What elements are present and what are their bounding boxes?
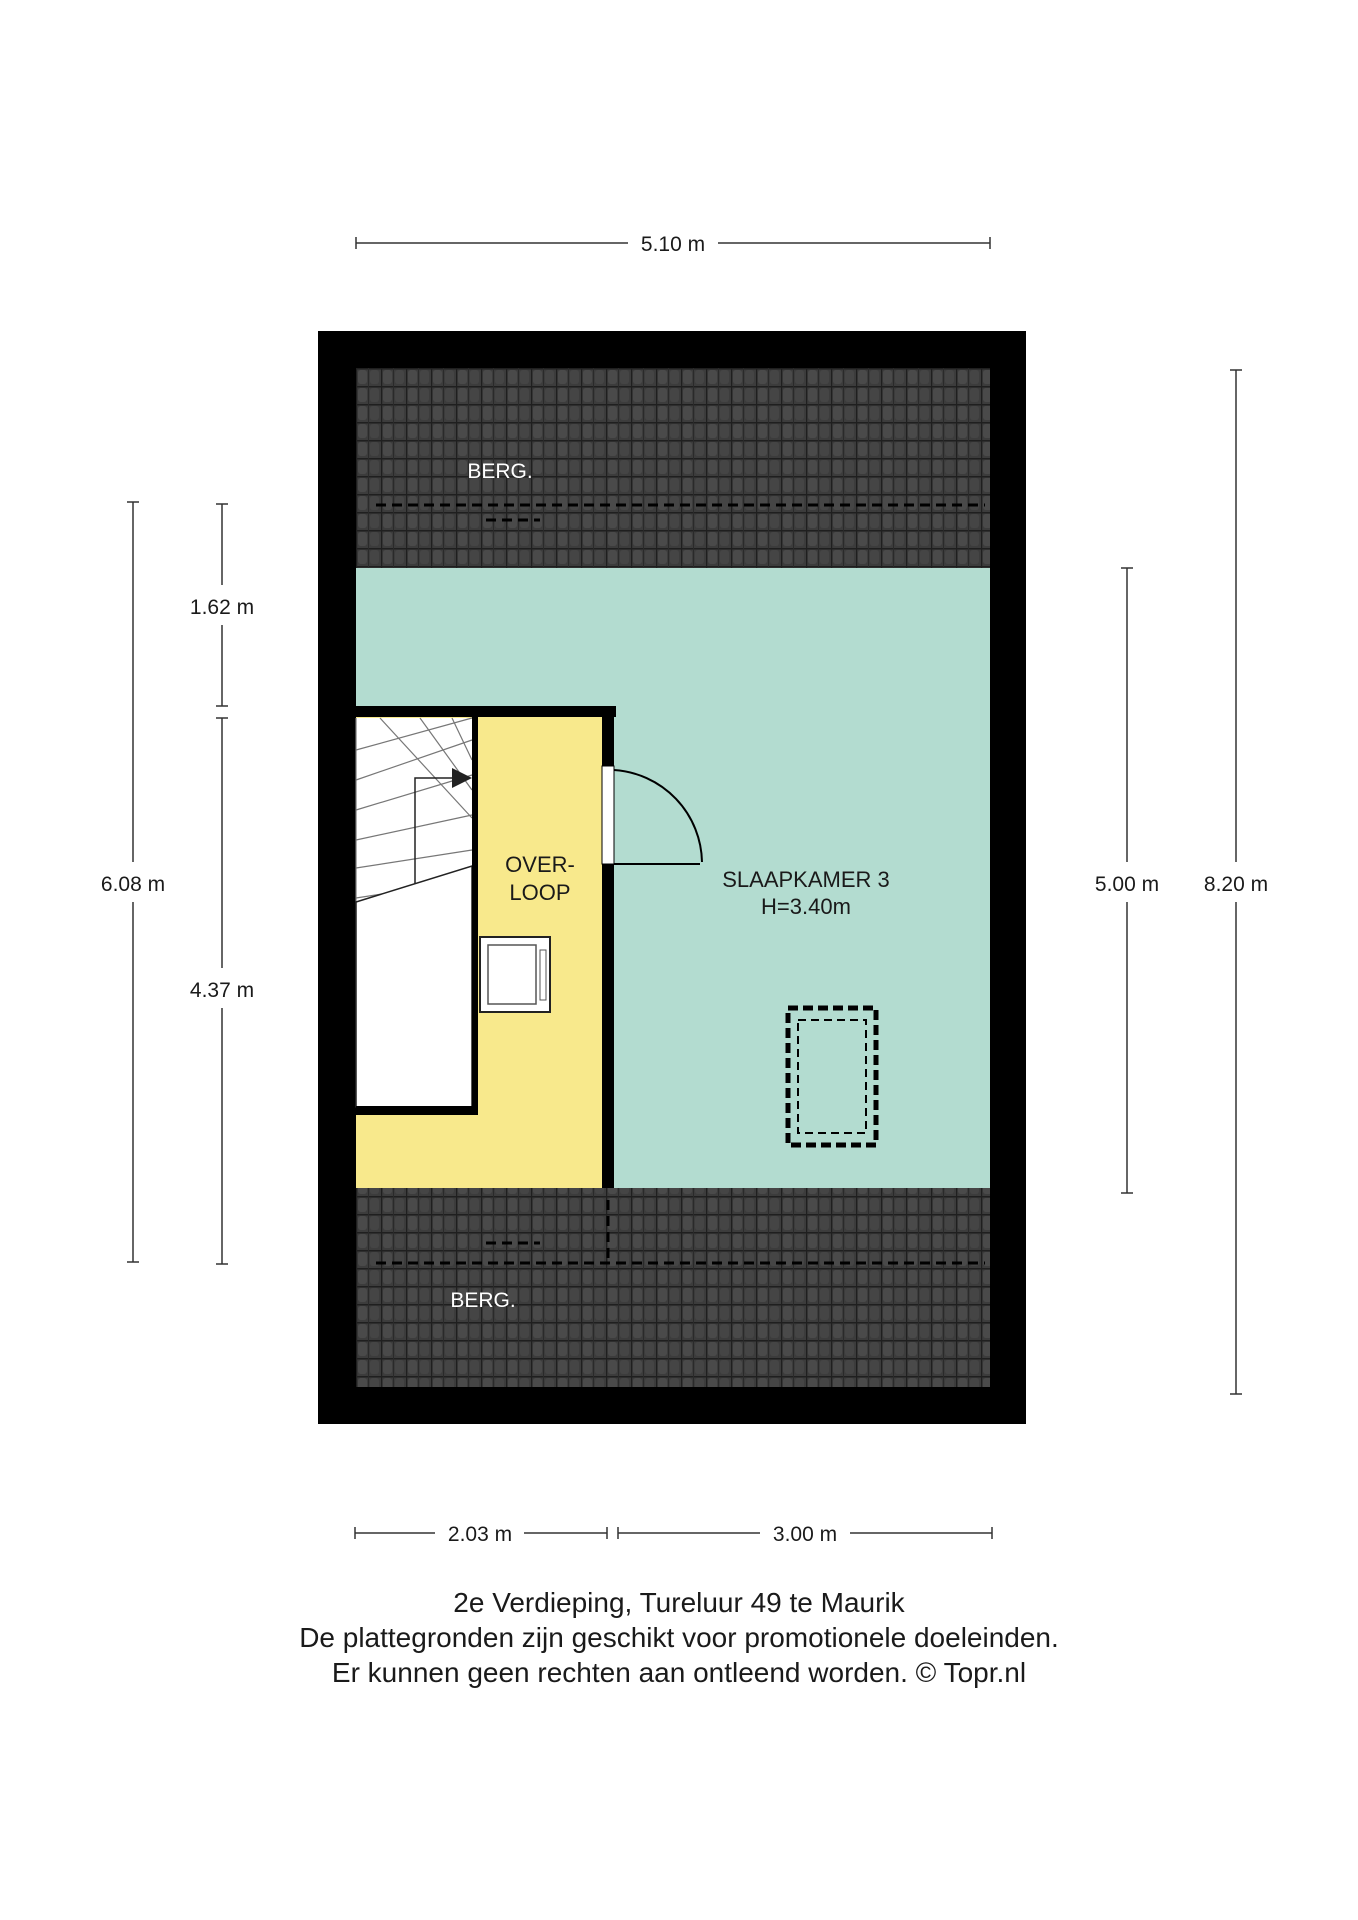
wall-stair-right: [472, 717, 478, 1113]
dimension-label: 5.10 m: [640, 233, 706, 256]
wall-landing-top: [356, 706, 616, 717]
room-label-storage-bottom: BERG.: [450, 1289, 516, 1312]
dimension-label: 5.00 m: [1094, 873, 1160, 896]
storage-bottom: [356, 1188, 990, 1387]
dimension-top-width: [356, 233, 990, 256]
room-label-storage-top: BERG.: [467, 460, 533, 483]
room-label-landing-line1: OVER-: [505, 852, 575, 877]
dimension-label: 3.00 m: [772, 1523, 838, 1546]
wall-stair-bottom: [356, 1106, 478, 1115]
dimension-label: 1.62 m: [189, 596, 255, 619]
dimension-label: 8.20 m: [1203, 873, 1269, 896]
caption-disclaimer-1: De plattegronden zijn geschikt voor promotionele doeleinden.: [299, 1622, 1059, 1653]
dimension-label: 2.03 m: [447, 1523, 513, 1546]
dimension-label: 6.08 m: [100, 873, 166, 896]
washing-machine-icon: [480, 937, 550, 1012]
stair-ramp: [356, 866, 472, 1107]
door-opening: [602, 766, 614, 864]
room-label-bedroom: SLAAPKAMER 3: [722, 867, 890, 892]
room-label-bedroom-height: H=3.40m: [761, 894, 851, 919]
caption-title: 2e Verdieping, Tureluur 49 te Maurik: [453, 1587, 905, 1618]
plan-caption: [0, 1585, 1358, 1690]
caption-disclaimer-2: Er kunnen geen rechten aan ontleend worden. © Topr.nl: [331, 1657, 1027, 1688]
room-label-landing-line2: LOOP: [509, 880, 571, 905]
storage-top: [356, 368, 990, 568]
dimension-label: 4.37 m: [189, 979, 255, 1002]
